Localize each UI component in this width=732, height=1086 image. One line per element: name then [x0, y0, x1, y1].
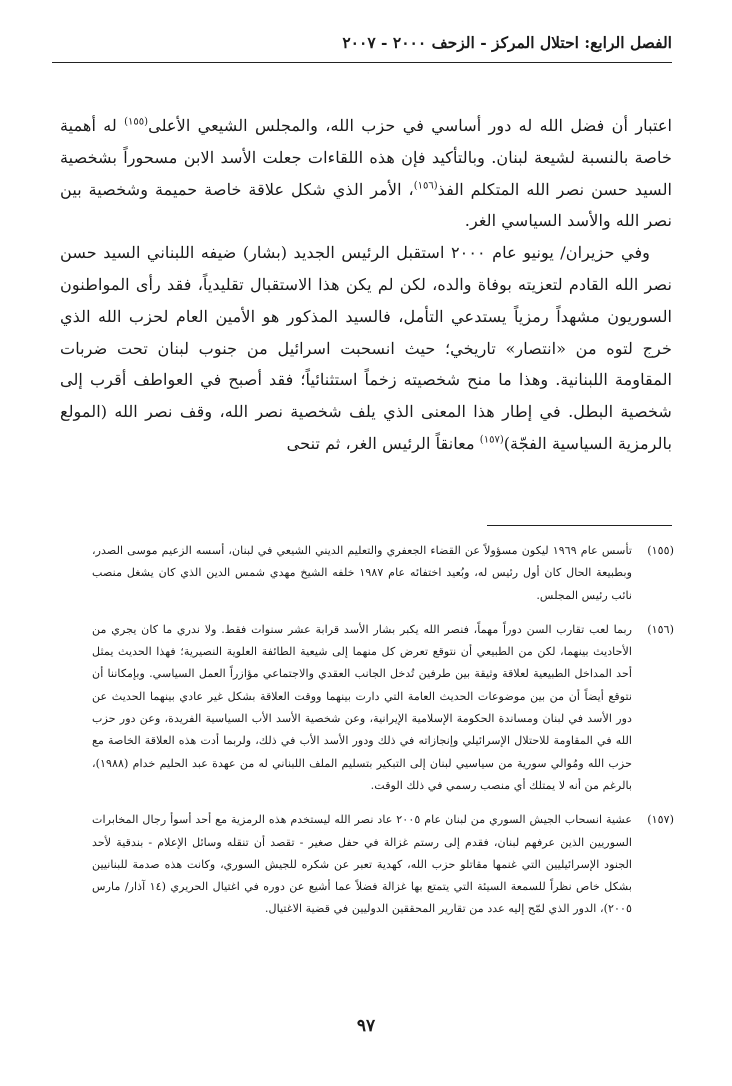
body-paragraph-1 [60, 110, 672, 237]
paragraph-2-text-b: معانقاً الرئيس الغر، ثم تنحى [286, 433, 480, 453]
footnote-ref-155: (١٥٥) [124, 116, 149, 128]
paragraph-1-text-b: له أهمية خاصة بالنسبة لشيعة لبنان. وبالتأكيد فإن هذه اللقاءات جعلت الأسد الابن مسحوراً بشخصية السيد حسن نصر الله المتكلم الفذ [60, 116, 672, 199]
page-number: ٩٧ [356, 1016, 376, 1036]
footnote-text: ربما لعب تقارب السن دوراً مهماً، فنصر الله يكبر بشار الأسد قرابة عشر سنوات فقط. ولا ندري ما كان يجري من الأحاديث بينهما، لكن من الطبيعي أن نتوقع تعرض كل منهما إلى شيعية الطائفة العلوية النصيرية؛ فهذا الحديث يمثل أحد المداخل الطبيعية لعلاقة وثيقة بين طرفين تُدخل الجانب العقدي والاجتماعي مؤازراً العمل السياسي. وبإمكاننا أن نتوقع أيضاً أن من بين موضوعات الحديث العامة التي دارت بينهما ووقت العلاقة بشكل غير عادي بينهما الحديث عن دور الأسد في لبنان ومساندة الحكومة الإسلامية الإيرانية، وعن شخصية الأسد الأب السياسية الفريدة، وعن دور حزب الله في المقاومة للاحتلال الإسرائيلي وإنجازاته في ذلك ودور الأسد الأب في ذلك، ولربما أدت هذه العلاقة الخاصة مع حزب الله ومُوالي سورية من سياسيي لبنان إلى التبكير بتسليم الملف اللبناني له من عهدة عبد الحليم خدام (١٩٨٨)، بالرغم من أنه لا يمتلك أي منصب رسمي في ذلك الوقت. [92, 622, 632, 792]
footnote-text: تأسس عام ١٩٦٩ ليكون مسؤولاً عن القضاء الجعفري والتعليم الديني الشيعي في لبنان، أسسه الزعيم موسى الصدر، وبطبيعة الحال كان أول رئيس له، وبُعيد اختفائه عام ١٩٨٧ خلفه الشيخ مهدي شمس الدين الذي كان يشغل منصب نائب رئيس المجلس. [92, 544, 632, 602]
body-paragraph-2 [60, 237, 672, 460]
footnote-number: (١٥٦) [647, 622, 674, 636]
paragraph-1-text-a: اعتبار أن فضل الله له دور أساسي في حزب الله، والمجلس الشيعي الأعلى [148, 116, 672, 135]
footnote-number: (١٥٧) [647, 813, 674, 827]
footnote-156 [58, 619, 674, 797]
paragraph-1-text-c: ، الأمر الذي شكل علاقة خاصة حميمة وشخصية بين نصر الله والأسد السياسي الغر. [60, 179, 672, 231]
footnote-155 [58, 540, 674, 607]
footnote-text: عشية انسحاب الجيش السوري من لبنان عام ٢٠٠٥ عاد نصر الله ليستخدم هذه الرمزية مع أحد أسوأ رجال المخابرات السوريين الذين عرفهم لبنان، فقدم إلى رستم غزالة في حفل صغير - تقصد أن تنقله وسائل الإعلام - بندقية لأحد الجنود الإسرائيليين التي غنمها مقاتلو حزب الله، كهدية تعبر عن شكره للجيش السوري، وكانت هذه صدمة للبنانيين بشكل خاص نظراً للسمعة السيئة التي يتمتع بها غزالة فضلاً عما أشيع عن دوره في اغتيال الحريري (١٤ آذار/ مارس ٢٠٠٥)، الدور الذي لمّح إليه عدد من تقارير المحققين الدوليين في قضية الاغتيال. [92, 813, 632, 916]
main-body-text [60, 110, 672, 460]
footnotes-section [58, 540, 674, 933]
running-header-title: الفصل الرابع: احتلال المركز - الزحف ٢٠٠٠ - ٢٠٠٧ [342, 33, 672, 52]
footnote-157 [58, 809, 674, 920]
footnote-separator-rule [487, 525, 672, 526]
footnote-ref-157: (١٥٧) [479, 434, 504, 446]
footnote-ref-156: (١٥٦) [413, 180, 438, 192]
running-header [52, 30, 672, 63]
footnote-number: (١٥٥) [647, 544, 674, 557]
paragraph-2-text-a: وفي حزيران/ يونيو عام ٢٠٠٠ استقبل الرئيس الجديد (بشار) ضيفه اللبناني السيد حسن نصر الله القادم لتعزيته بوفاة والده، لكن لم يكن هذا الاستقبال تقليدياً، فقد رأى المواطنون السوريون مشهداً رمزياً يستدعي التأمل، فالسيد المذكور هو الأمين العام لحزب الله الذي خرج لتوه من «انتصار» تاريخي؛ حيث انسحبت اسرائيل من جنوب لبنان تحت ضربات المقاومة اللبنانية. وهذا ما منح شخصيته زخماً استثنائياً؛ فقد أصبح في العواطف أقرب إلى شخصية البطل. في إطار هذا المعنى الذي يلف شخصية نصر الله، وقف نصر الله (المولع بالرمزية السياسية الفجّة) [60, 243, 672, 453]
